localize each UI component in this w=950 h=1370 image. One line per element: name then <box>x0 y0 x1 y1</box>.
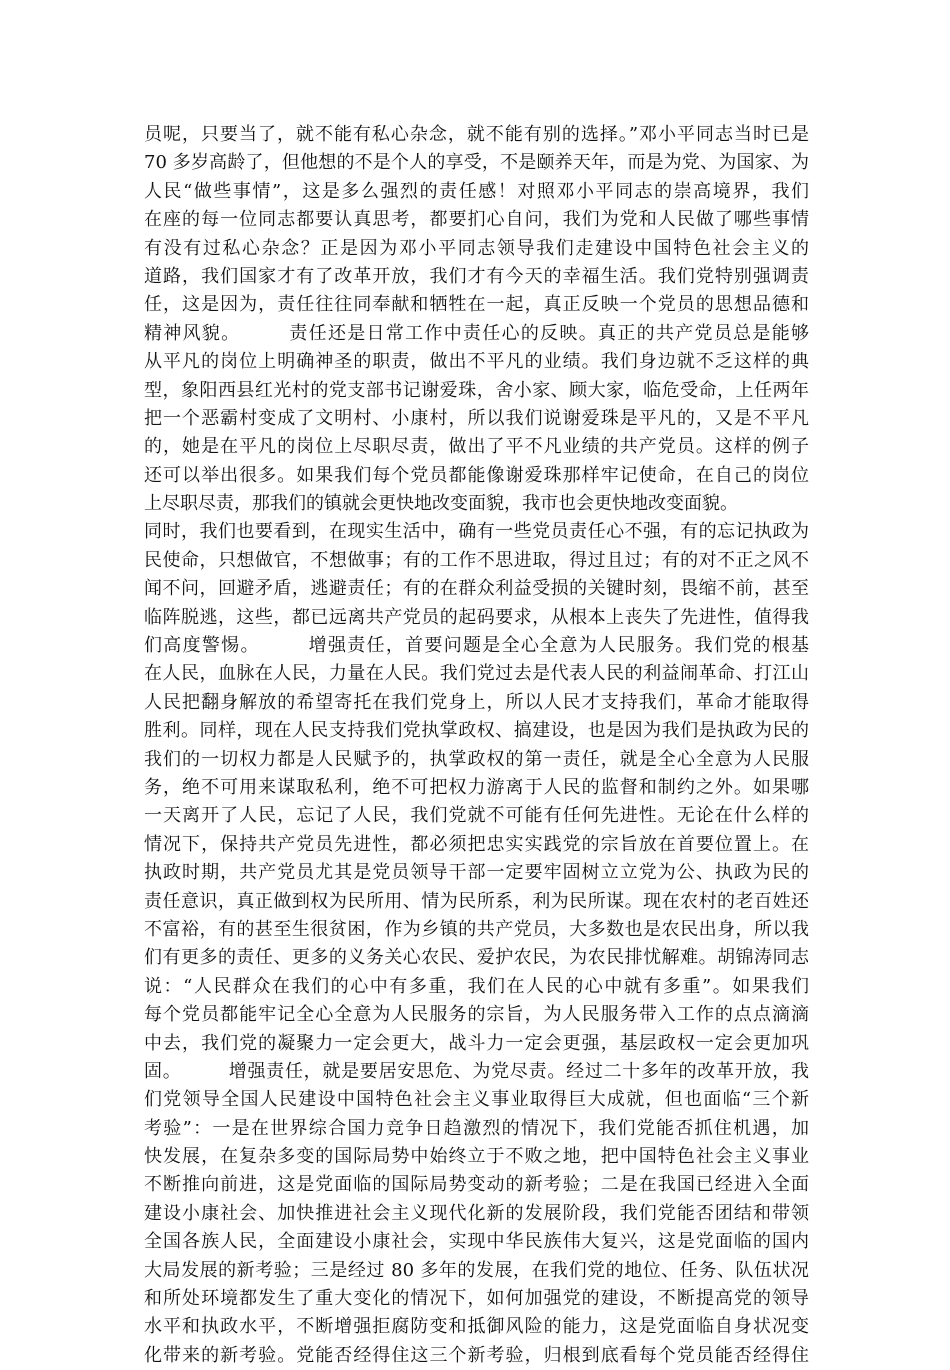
text-line-5: 有没有过私心杂念？正是因为邓小平同志领导我们走建设中国特色社会主义的 <box>144 237 809 259</box>
text-line-26: 情况下，保持共产党员先进性，都必须把忠实实践党的宗旨放在首要位置上。在 <box>144 833 809 855</box>
text-line-36: 考验”：一是在世界综合国力竞争日趋激烈的情况下，我们党能否抓住机遇，加 <box>144 1117 809 1139</box>
text-line-31: 说：“人民群众在我们的心中有多重，我们在人民的心中就有多重”。如果我们 <box>144 975 809 997</box>
text-line-1: 员呢，只要当了，就不能有私心杂念，就不能有别的选择。”邓小平同志当时已是 <box>144 124 809 145</box>
text-line-3: 人民“做些事情”，这是多么强烈的责任感！对照邓小平同志的崇高境界，我们 <box>144 180 809 202</box>
text-line-39: 建设小康社会、加快推进社会主义现代化新的发展阶段，我们党能否团结和带领 <box>144 1202 809 1224</box>
text-line-10: 型，象阳西县红光村的党支部书记谢爱珠，舍小家、顾大家，临危受命，上任两年 <box>144 379 809 401</box>
text-line-23: 我们的一切权力都是人民赋予的，执掌政权的第一责任，就是全心全意为人民服 <box>144 748 809 770</box>
text-line-29: 不富裕，有的甚至生很贫困，作为乡镇的共产党员，大多数也是农民出身，所以我 <box>144 918 809 940</box>
text-line-7: 任，这是因为，责任往往同奉献和牺牲在一起，真正反映一个党员的思想品德和 <box>144 294 809 316</box>
text-line-19: 们高度警惕。 增强责任，首要问题是全心全意为人民服务。我们党的根基 <box>144 635 809 657</box>
text-line-9: 从平凡的岗位上明确神圣的职责，做出不平凡的业绩。我们身边就不乏这样的典 <box>144 351 809 373</box>
text-line-37: 快发展，在复杂多变的国际局势中始终立于不败之地，把中国特色社会主义事业 <box>144 1146 809 1168</box>
text-line-20: 在人民，血脉在人民，力量在人民。我们党过去是代表人民的利益闹革命、打江山 <box>144 663 809 685</box>
text-line-35: 们党领导全国人民建设中国特色社会主义事业取得巨大成就，但也面临“三个新 <box>144 1089 809 1111</box>
text-line-27: 执政时期，共产党员尤其是党员领导干部一定要牢固树立立党为公、执政为民的 <box>144 862 809 884</box>
text-line-28: 责任意识，真正做到权为民所用、情为民所系，利为民所谋。现在农村的老百姓还 <box>144 890 809 912</box>
text-line-33: 中去，我们党的凝聚力一定会更大，战斗力一定会更强，基层政权一定会更加巩 <box>144 1032 809 1054</box>
text-line-34: 固。 增强责任，就是要居安思危、为党尽责。经过二十多年的改革开放，我 <box>144 1060 809 1082</box>
text-line-13: 还可以举出很多。如果我们每个党员都能像谢爱珠那样牢记使命，在自己的岗位 <box>144 464 809 486</box>
text-line-40: 全国各族人民，全面建设小康社会，实现中华民族伟大复兴，这是党面临的国内 <box>144 1231 809 1253</box>
text-line-43: 水平和执政水平，不断增强拒腐防变和抵御风险的能力，这是党面临自身状况变 <box>144 1316 809 1338</box>
text-line-21: 人民把翻身解放的希望寄托在我们党身上，所以人民才支持我们，革命才能取得 <box>144 691 809 713</box>
text-line-22: 胜利。同样，现在人民支持我们党执掌政权、搞建设，也是因为我们是执政为民的 <box>144 720 809 742</box>
text-line-12: 的，她是在平凡的岗位上尽职尽责，做出了平不凡业绩的共产党员。这样的例子 <box>144 436 809 458</box>
text-line-44: 化带来的新考验。党能否经得住这三个新考验，归根到底看每个党员能否经得住 <box>144 1344 809 1366</box>
text-line-4: 在座的每一位同志都要认真思考，都要扪心自问，我们为党和人民做了哪些事情 <box>144 209 809 231</box>
text-line-18: 临阵脱逃，这些，都已远离共产党员的起码要求，从根本上丧失了先进性，值得我 <box>144 606 809 628</box>
text-line-17: 闻不问，回避矛盾，逃避责任；有的在群众利益受损的关键时刻，畏缩不前，甚至 <box>144 578 809 600</box>
text-line-32: 每个党员都能牢记全心全意为人民服务的宗旨，为人民服务带入工作的点点滴滴 <box>144 1004 809 1026</box>
text-line-16: 民使命，只想做官，不想做事；有的工作不思进取，得过且过；有的对不正之风不 <box>144 549 809 571</box>
text-line-6: 道路，我们国家才有了改革开放，我们才有今天的幸福生活。我们党特别强调责 <box>144 265 809 287</box>
text-line-24: 务，绝不可用来谋取私利，绝不可把权力游离于人民的监督和制约之外。如果哪 <box>144 776 809 798</box>
text-line-11: 把一个恶霸村变成了文明村、小康村，所以我们说谢爱珠是平凡的，又是不平凡 <box>144 407 809 429</box>
text-line-25: 一天离开了人民，忘记了人民，我们党就不可能有任何先进性。无论在什么样的 <box>144 805 809 827</box>
text-line-42: 和所处环境都发生了重大变化的情况下，如何加强党的建设，不断提高党的领导 <box>144 1288 809 1310</box>
text-line-15: 同时，我们也要看到，在现实生活中，确有一些党员责任心不强，有的忘记执政为 <box>144 521 809 543</box>
body-text <box>144 121 809 1370</box>
text-line-30: 们有更多的责任、更多的义务关心农民、爱护农民，为农民排忧解难。胡锦涛同志 <box>144 947 809 969</box>
text-line-14: 上尽职尽责，那我们的镇就会更快地改变面貌，我市也会更快地改变面貌。 <box>144 493 738 515</box>
text-line-8: 精神风貌。 责任还是日常工作中责任心的反映。真正的共产党员总是能够 <box>144 322 809 344</box>
text-line-2: 70 多岁高龄了，但他想的不是个人的享受，不是颐养天年，而是为党、为国家、为 <box>144 152 809 174</box>
text-line-41: 大局发展的新考验；三是经过 80 多年的发展，在我们党的地位、任务、队伍状况 <box>144 1259 809 1281</box>
text-line-38: 不断推向前进，这是党面临的国际局势变动的新考验；二是在我国已经进入全面 <box>144 1174 809 1196</box>
